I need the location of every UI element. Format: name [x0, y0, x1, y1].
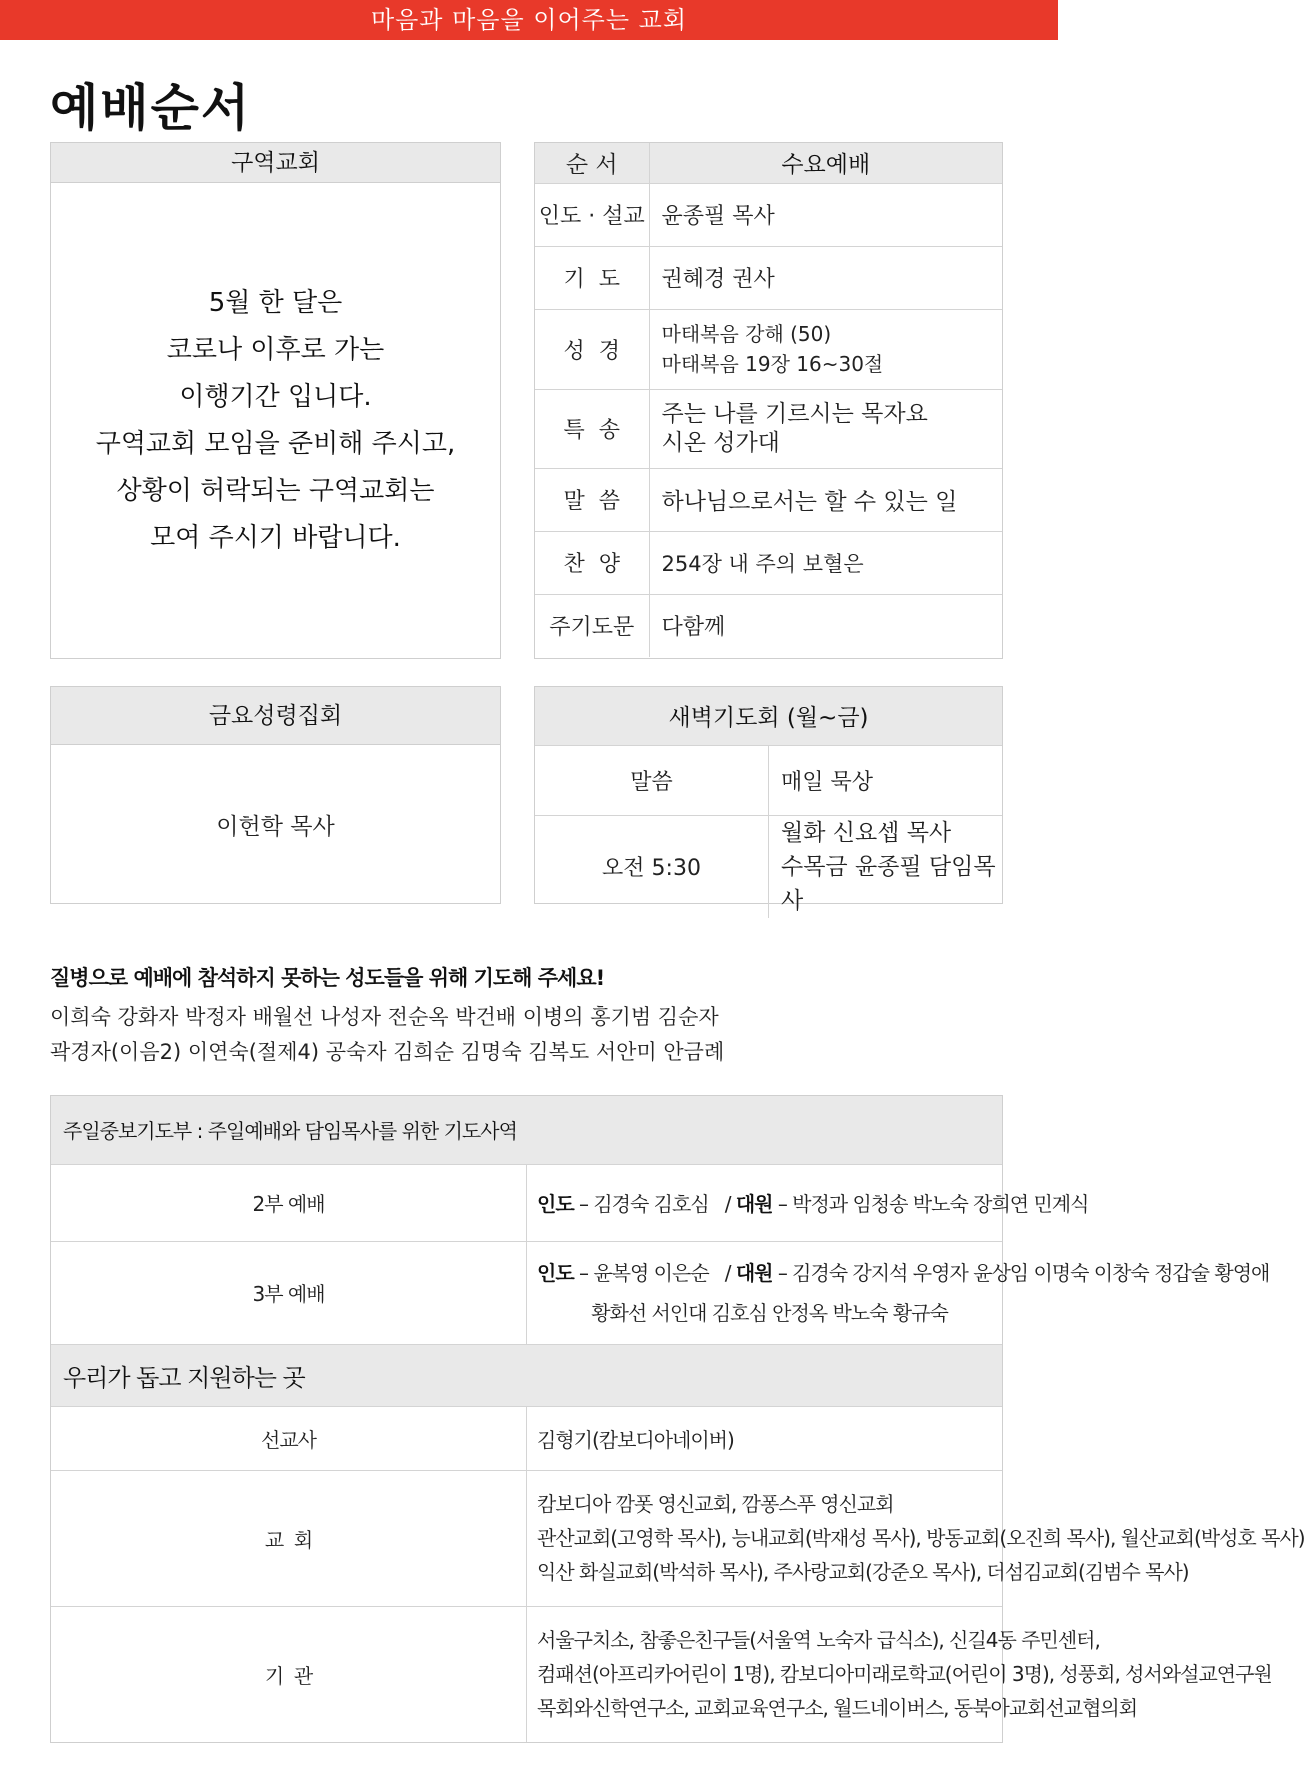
zone-message-line: 구역교회 모임을 준비해 주시고, — [95, 428, 456, 459]
table-row — [535, 815, 1002, 918]
row-value: 254장 내 주의 보혈은 — [649, 531, 1002, 594]
zone-message-line: 모여 주시기 바랍니다. — [150, 522, 401, 553]
row-value: 권혜경 권사 — [649, 246, 1002, 309]
table-row — [535, 309, 1002, 389]
table-row — [535, 594, 1002, 657]
table-row — [535, 389, 1002, 468]
table-row — [51, 1241, 1002, 1344]
prayer-names-line: 이희숙 강화자 박정자 배월선 나성자 전순옥 박건배 이병의 홍기범 김순자 — [50, 1005, 719, 1029]
row-label: 인도 · 설교 — [535, 183, 649, 246]
special-song-title: 주는 나를 기르시는 목자요 — [661, 400, 928, 427]
page-title: 예배순서 — [50, 79, 252, 137]
dawn-prayer-title: 새벽기도회 (월~금) — [535, 687, 1002, 745]
row-value: 다함께 — [661, 615, 726, 641]
zone-message-line: 코로나 이후로 가는 — [166, 334, 385, 365]
lead-label: 인도 — [537, 1192, 574, 1216]
prayer-names-line: 곽경자(이음2) 이연숙(절제4) 공숙자 김희순 김명숙 김복도 서안미 안금례 — [50, 1040, 725, 1064]
churches-label: 교 회 — [51, 1470, 527, 1606]
row-value: 하나님으로서는 할 수 있는 일 — [649, 468, 1002, 531]
row-value: 매일 묵상 — [769, 745, 1003, 815]
zone-message-line: 5월 한 달은 — [208, 287, 343, 318]
row-value — [649, 389, 1002, 468]
dawn-leader-line: 월화 신요셉 목사 — [781, 819, 952, 846]
friday-leader: 이헌학 목사 — [216, 813, 335, 840]
table-row — [535, 246, 1002, 309]
church-line: 관산교회(고영학 목사), 능내교회(박재성 목사), 방동교회(오진희 목사), 월산교회(박성호 목사) — [537, 1526, 1305, 1550]
row-value — [769, 815, 1003, 918]
service2-members: 인도 – 김경숙 김호심 / 대원 – 박정과 임청송 박노숙 장희연 민계식 — [527, 1164, 1003, 1241]
institutions-value — [527, 1606, 1272, 1742]
ministry-table — [51, 1096, 1305, 1742]
lead-label: 인도 — [537, 1260, 574, 1285]
wednesday-service-table — [535, 143, 1002, 657]
institution-line: 컴패션(아프리카어린이 1명), 캄보디아미래로학교(어린이 3명), 성풍회, 성서와설교연구원 — [537, 1662, 1272, 1687]
table-row — [51, 1606, 1002, 1742]
row-label: 기 도 — [535, 246, 649, 309]
row-label: 찬 양 — [535, 531, 649, 594]
order-column-header: 순 서 — [535, 143, 649, 183]
table-row — [535, 183, 1002, 246]
dawn-prayer-table — [535, 687, 1002, 918]
prayer-request-section — [50, 962, 1010, 1070]
team-names: 박정과 임청송 박노숙 장희연 민계식 — [792, 1192, 1089, 1216]
table-row — [51, 1406, 1002, 1470]
table-row — [51, 1164, 1002, 1241]
dawn-leader-line: 수목금 윤종필 담임목사 — [781, 853, 996, 914]
scripture-passage: 마태복음 19장 16~30절 — [661, 352, 884, 376]
lead-names: 윤복영 이은순 — [593, 1260, 709, 1285]
missionary-label: 선교사 — [51, 1406, 527, 1470]
dawn-prayer-box — [534, 686, 1003, 914]
row-label: 주기도문 — [535, 594, 649, 657]
zone-church-message — [51, 183, 500, 658]
table-row — [51, 1470, 1002, 1606]
zone-church-box — [50, 142, 501, 659]
institution-line: 서울구치소, 참좋은친구들(서울역 노숙자 급식소), 신길4동 주민센터, — [537, 1628, 1100, 1653]
churches-value — [527, 1470, 1305, 1606]
institutions-label: 기 관 — [51, 1606, 527, 1742]
team-label: 대원 — [735, 1260, 773, 1285]
team-names: 김경숙 강지석 우영자 윤상임 이명숙 이창숙 정갑술 황영애 — [792, 1260, 1270, 1285]
row-value — [649, 309, 1002, 389]
row-label: 특 송 — [535, 389, 649, 468]
table-row — [535, 531, 1002, 594]
special-song-choir: 시온 성가대 — [661, 429, 780, 456]
service3-members: 인도 – 윤복영 이은순 / 대원 – 김경숙 강지석 우영자 윤상임 이명숙 이창숙 정갑술 황영애 황화선 서인대 김호심 안정옥 박노숙 황규숙 — [527, 1241, 1003, 1344]
institution-line: 목회와신학연구소, 교회교육연구소, 월드네이버스, 동북아교회선교협의회 — [537, 1696, 1138, 1721]
zone-message-line: 이행기간 입니다. — [179, 381, 372, 412]
service2-label: 2부 예배 — [51, 1164, 527, 1241]
zone-church-title: 구역교회 — [51, 143, 500, 183]
wednesday-service-box — [534, 142, 1003, 659]
team-names-continued: 황화선 서인대 김호심 안정옥 박노숙 황규숙 — [591, 1300, 948, 1325]
friday-service-box — [50, 686, 501, 904]
prayer-request-heading: 질병으로 예배에 참석하지 못하는 성도들을 위해 기도해 주세요! — [50, 966, 605, 990]
friday-service-title: 금요성령집회 — [51, 687, 500, 745]
scripture-series: 마태복음 강해 (50) — [661, 322, 832, 346]
table-row — [535, 745, 1002, 815]
church-line: 캄보디아 깜폿 영신교회, 깜퐁스푸 영신교회 — [537, 1492, 894, 1516]
team-label: 대원 — [735, 1192, 773, 1216]
wednesday-column-header: 수요예배 — [649, 143, 1002, 183]
table-row — [535, 468, 1002, 531]
row-label: 말씀 — [535, 745, 769, 815]
support-section-title: 우리가 돕고 지원하는 곳 — [51, 1344, 1002, 1406]
row-label: 오전 5:30 — [535, 815, 769, 918]
row-label: 성 경 — [535, 309, 649, 389]
row-value: 윤종필 목사 — [649, 183, 1002, 246]
service3-label: 3부 예배 — [51, 1241, 527, 1344]
intercession-section-title: 주일중보기도부 : 주일예배와 담임목사를 위한 기도사역 — [51, 1096, 1002, 1164]
row-label: 말 씀 — [535, 468, 649, 531]
ministry-board — [50, 1095, 1305, 1743]
zone-message-line: 상황이 허락되는 구역교회는 — [116, 475, 435, 506]
missionary-value: 김형기(캄보디아네이버) — [527, 1406, 1003, 1470]
lead-names: 김경숙 김호심 — [593, 1192, 709, 1216]
top-banner: 마음과 마음을 이어주는 교회 — [0, 0, 1058, 40]
church-line: 익산 화실교회(박석하 목사), 주사랑교회(강준오 목사), 더섬김교회(김범수 목사) — [537, 1560, 1189, 1584]
